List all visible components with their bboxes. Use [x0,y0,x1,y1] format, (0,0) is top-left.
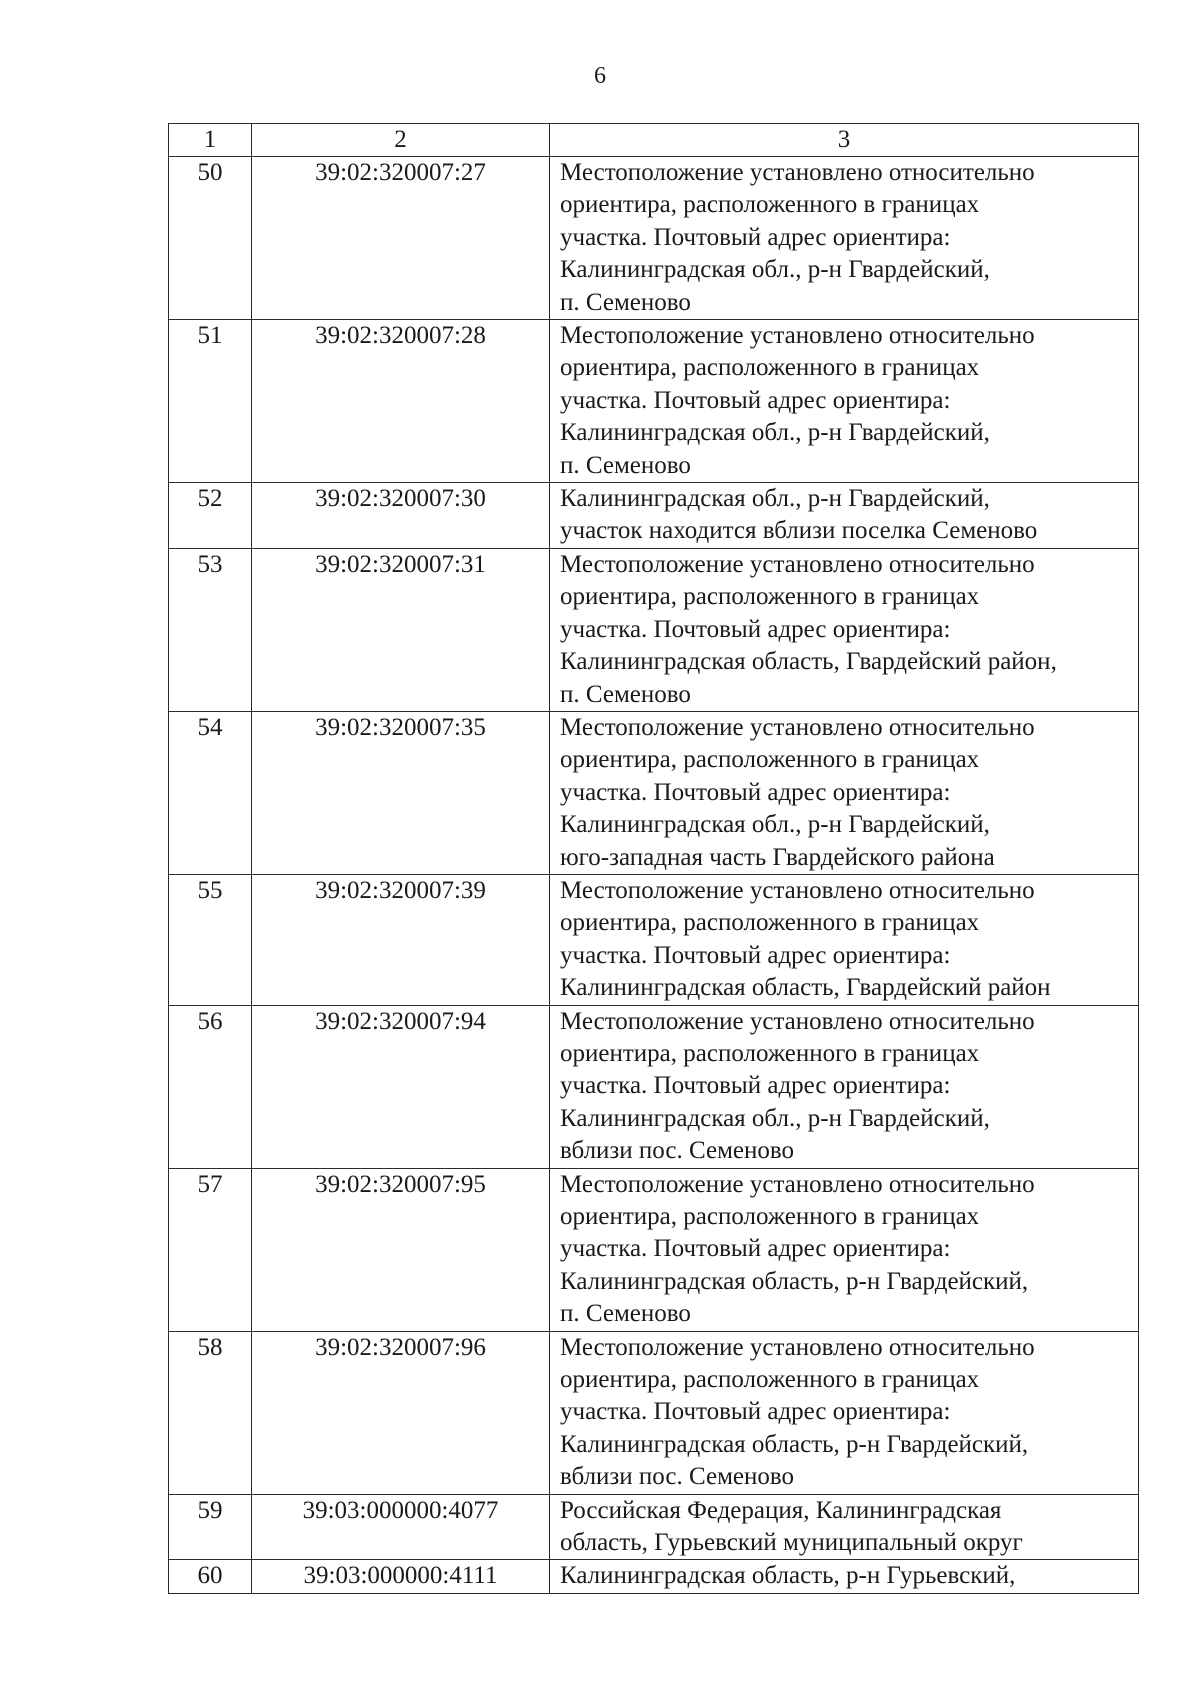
address-cell: Местоположение установлено относительно ориентира, расположенного в границах участка. Почтовый адрес ориентира: Калининградская область, р-н Гвардейский, п. Семеново [550,1168,1139,1331]
table-row [169,1005,1139,1168]
address-cell: Местоположение установлено относительно ориентира, расположенного в границах участка. Почтовый адрес ориентира: Калининградская область, Гвардейский район, п. Семеново [550,548,1139,711]
row-number-cell: 52 [169,483,252,549]
cadastral-number-cell: 39:02:320007:27 [252,157,550,320]
row-number-cell: 53 [169,548,252,711]
address-cell: Местоположение установлено относительно ориентира, расположенного в границах участка. Почтовый адрес ориентира: Калининградская обл., р-н Гвардейский, вблизи пос. Семеново [550,1005,1139,1168]
page-number: 6 [594,63,606,89]
table-row [169,1494,1139,1560]
row-number-cell: 58 [169,1331,252,1494]
address-cell: Местоположение установлено относительно ориентира, расположенного в границах участка. Почтовый адрес ориентира: Калининградская область, Гвардейский район [550,874,1139,1005]
address-cell: Калининградская обл., р-н Гвардейский, участок находится вблизи поселка Семеново [550,483,1139,549]
address-cell: Местоположение установлено относительно ориентира, расположенного в границах участка. Почтовый адрес ориентира: Калининградская обл., р-н Гвардейский, п. Семеново [550,320,1139,483]
table-row [169,874,1139,1005]
table-row [169,157,1139,320]
row-number-cell: 55 [169,874,252,1005]
table-row [169,711,1139,874]
row-number-cell: 57 [169,1168,252,1331]
column-header-address: 3 [550,124,1139,157]
table-row [169,1331,1139,1494]
cadastral-number-cell: 39:02:320007:28 [252,320,550,483]
table-header-row [169,124,1139,157]
row-number-cell: 59 [169,1494,252,1560]
cadastral-number-cell: 39:02:320007:35 [252,711,550,874]
table-row [169,320,1139,483]
cadastral-number-cell: 39:03:000000:4111 [252,1560,550,1593]
row-number-cell: 60 [169,1560,252,1593]
address-cell: Местоположение установлено относительно ориентира, расположенного в границах участка. Почтовый адрес ориентира: Калининградская область, р-н Гвардейский, вблизи пос. Семеново [550,1331,1139,1494]
row-number-cell: 50 [169,157,252,320]
column-header-number: 1 [169,124,252,157]
cadastral-number-cell: 39:02:320007:39 [252,874,550,1005]
row-number-cell: 56 [169,1005,252,1168]
address-cell: Местоположение установлено относительно ориентира, расположенного в границах участка. Почтовый адрес ориентира: Калининградская обл., р-н Гвардейский, юго-западная часть Гвардейского района [550,711,1139,874]
cadastral-number-cell: 39:02:320007:94 [252,1005,550,1168]
table-row [169,1168,1139,1331]
cadastral-number-cell: 39:02:320007:95 [252,1168,550,1331]
address-cell: Калининградская область, р-н Гурьевский, [550,1560,1139,1593]
row-number-cell: 51 [169,320,252,483]
column-header-cadastral: 2 [252,124,550,157]
cadastral-number-cell: 39:03:000000:4077 [252,1494,550,1560]
table-row [169,548,1139,711]
table-row [169,483,1139,549]
cadastral-number-cell: 39:02:320007:30 [252,483,550,549]
cadastral-number-cell: 39:02:320007:96 [252,1331,550,1494]
cadastral-number-cell: 39:02:320007:31 [252,548,550,711]
address-cell: Российская Федерация, Калининградская область, Гурьевский муниципальный округ [550,1494,1139,1560]
land-parcels-table [168,123,1139,1594]
table-row [169,1560,1139,1593]
address-cell: Местоположение установлено относительно ориентира, расположенного в границах участка. Почтовый адрес ориентира: Калининградская обл., р-н Гвардейский, п. Семеново [550,157,1139,320]
row-number-cell: 54 [169,711,252,874]
